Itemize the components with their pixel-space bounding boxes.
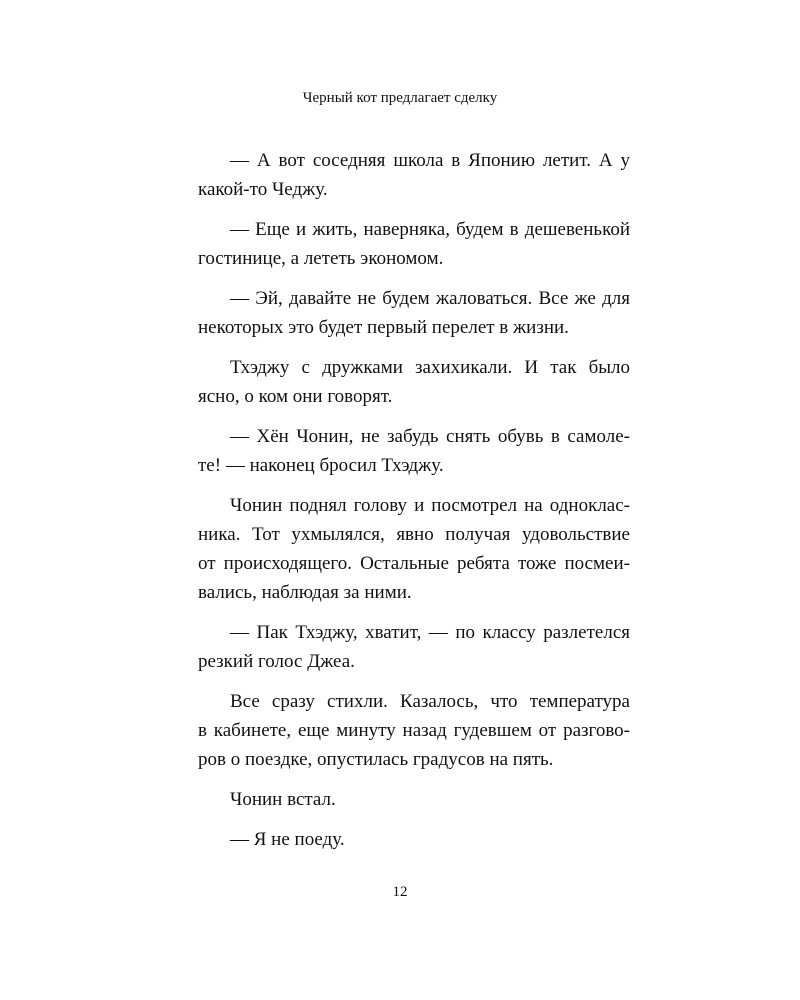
text-line: ника. Тот ухмылялся, явно получая удовольствие — [198, 524, 630, 545]
paragraph — [198, 284, 630, 342]
text-line: Все сразу стихли. Казалось, что температура — [230, 691, 630, 712]
text-line: какой-то Чеджу. — [198, 179, 328, 200]
text-line: — Эй, давайте не будем жаловаться. Все же для — [230, 288, 630, 309]
text-line: — А вот соседняя школа в Японию летит. А у — [230, 150, 630, 171]
paragraph — [198, 687, 630, 774]
paragraph — [198, 785, 630, 814]
text-line: — Я не поеду. — [230, 829, 345, 850]
text-line: Чонин встал. — [230, 789, 336, 810]
text-line: Тхэджу с дружками захихикали. И так было — [230, 357, 630, 378]
paragraph — [198, 146, 630, 204]
text-line: некоторых это будет первый перелет в жизни. — [198, 317, 569, 338]
page-number: 12 — [392, 884, 408, 900]
text-line: от происходящего. Остальные ребята тоже посмеи- — [198, 553, 630, 574]
text-line: резкий голос Джеа. — [198, 651, 355, 672]
paragraph — [198, 491, 630, 607]
text-line: ров о поездке, опустилась градусов на пять. — [198, 749, 554, 770]
paragraph — [198, 215, 630, 273]
paragraph — [198, 353, 630, 411]
text-line: гостинице, а лететь экономом. — [198, 248, 444, 269]
paragraph — [198, 618, 630, 676]
text-line: в кабинете, еще минуту назад гудевшем от разгово- — [198, 720, 630, 741]
paragraph — [198, 422, 630, 480]
text-line: вались, наблюдая за ними. — [198, 582, 412, 603]
text-line: — Пак Тхэджу, хватит, — по классу разлетелся — [230, 622, 630, 643]
paragraph — [198, 825, 630, 854]
text-line: — Еще и жить, наверняка, будем в дешевенькой — [230, 219, 630, 240]
text-line: ясно, о ком они говорят. — [198, 386, 393, 407]
body-text — [198, 146, 630, 865]
text-line: Чонин поднял голову и посмотрел на одноклас- — [230, 495, 630, 516]
running-head: Черный кот предлагает сделку — [302, 90, 498, 106]
text-line: те! — наконец бросил Тхэджу. — [198, 455, 444, 476]
text-line: — Хён Чонин, не забудь снять обувь в самоле- — [230, 426, 630, 447]
